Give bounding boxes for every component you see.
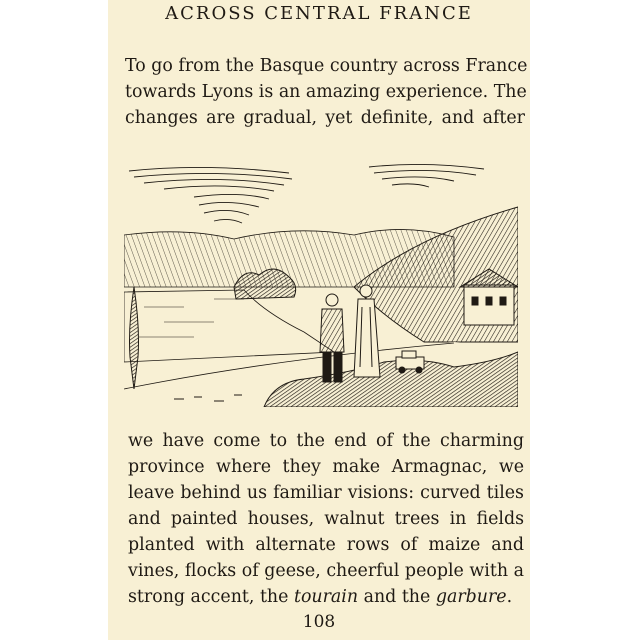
- landscape-illustration: [124, 157, 518, 407]
- italic-term: tourain: [293, 587, 359, 607]
- paragraph-top: [125, 53, 528, 131]
- text-line: planted with alternate rows of maize and: [128, 535, 524, 555]
- text-line: we have come to the end of the charming: [128, 431, 524, 451]
- text-line: changes are gradual, yet definite, and after: [125, 108, 525, 128]
- text-line: province where they make Armagnac, we: [128, 457, 524, 477]
- text-line: leave behind us familiar visions: curved tiles: [128, 483, 524, 503]
- page-number: 108: [302, 612, 336, 632]
- text-line: towards Lyons is an amazing experience. The: [125, 82, 527, 102]
- text-line: and painted houses, walnut trees in fields: [128, 509, 524, 529]
- text-line: vines, flocks of geese, cheerful people with a: [128, 561, 524, 581]
- text-segment: and the: [358, 587, 436, 607]
- text-line: To go from the Basque country across France: [125, 56, 528, 76]
- clouds: [129, 164, 484, 223]
- lake: [124, 290, 334, 362]
- running-header: ACROSS CENTRAL FRANCE: [165, 3, 473, 24]
- text-segment: .: [506, 587, 513, 607]
- italic-term: garbure: [435, 587, 507, 607]
- text-segment: strong accent, the: [128, 587, 294, 607]
- book-page: [108, 0, 530, 640]
- text-line-last: [128, 584, 524, 610]
- paragraph-bottom: [128, 428, 524, 610]
